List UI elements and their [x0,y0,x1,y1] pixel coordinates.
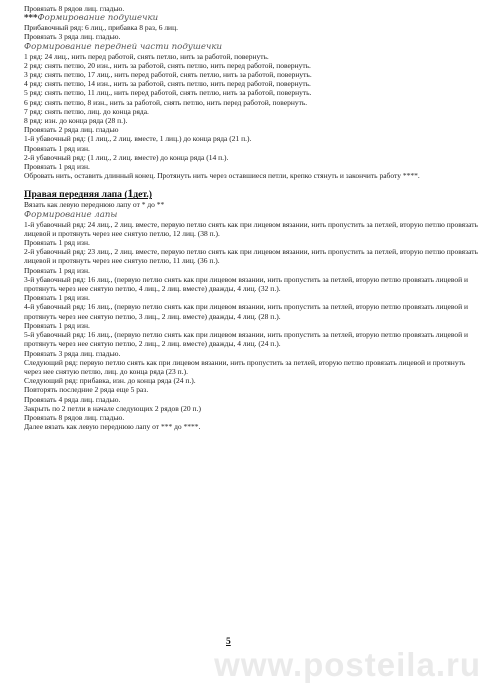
paragraph-line: 1 ряд: 24 лиц., нить перед работой, снять петлю, нить за работой, повернуть. [24,51,269,61]
paragraph-line: Далее вязать как левую переднюю лапу от *** до ****. [24,422,201,432]
paragraph-line: 3 ряд: снять петлю, 17 лиц., нить перед работой, снять петлю, нить за работой, повернуть. [24,70,312,80]
paragraph-line: Провязать 8 рядов лиц. гладью. [24,412,125,422]
paragraph-line: Провязать 8 рядов лиц. гладью. [24,4,125,13]
heading-stars: *** [24,13,38,24]
paragraph-line: Провязать 1 ряд изн. [24,320,90,330]
heading-paw-shaping: Формирование лапы [24,209,118,220]
paragraph-line: 5 ряд: снять петлю, 11 лиц., нить перед работой, снять петлю, нить за работой, повернуть. [24,88,312,98]
watermark-text: www.posteila.ru [214,646,481,683]
paragraph-line: 6 ряд: снять петлю, 8 изн., нить за работой, снять петлю, нить перед работой, повернуть. [24,97,308,107]
paragraph-line: Провязать 3 ряда лиц. гладью. [24,32,121,42]
paragraph-line: Провязать 1 ряд изн. [24,143,90,153]
paragraph-line: Провязать 1 ряд изн. [24,238,90,248]
section-title-text: Правая передняя лапа ( [24,189,128,201]
paragraph-line: Провязать 2 ряда лиц. гладью [24,125,119,135]
paragraph-line: 2-й убавочный ряд: 23 лиц., 2 лиц. вместе, первую петлю снять как при лицевом вязании, нить пропустить за петлей, вторую петлю провязать лицевой и протянуть через нее снятую петлю, 11 лиц. (36 п.). [24,247,478,266]
paragraph-line: 7 ряд: снять петлю, лиц. до конца ряда. [24,106,149,116]
paragraph-line: 1-й убавочный ряд: (1 лиц., 2 лиц. вместе, 1 лиц.) до конца ряда (21 п.). [24,134,252,144]
heading-pad-shaping-text: Формирование подушечки [37,13,159,24]
paragraph-line: Провязать 3 ряда лиц. гладью. [24,348,121,358]
paragraph-group-b [24,52,480,181]
paragraph-line: Закрыть по 2 петли в начале следующих 2 рядов (20 п.) [24,403,201,413]
section-title-count: 1 [127,188,134,201]
paragraph-line: Провязать 1 ряд изн. [24,293,90,303]
document-body [24,4,480,431]
paragraph-line: 2-й убавочный ряд: (1 лиц., 2 лиц. вместе) до конца ряда (14 п.). [24,152,229,162]
paragraph-line: 5-й убавочный ряд: 16 лиц., (первую петлю снять как при лицевом вязании, нить пропустить за петлей, вторую петлю провязать лицевой и протянуть через нее снятую петлю, 2 лиц., 2 лиц. вместе) дважды, 4 лиц. (24 п.). [24,330,469,349]
section-title-right-front-paw [24,189,480,200]
paragraph-line: Прибавочный ряд: 6 лиц., прибавка 8 раз, 6 лиц. [24,23,178,33]
paragraph-line: Повторять последние 2 ряда еще 5 раз. [24,385,149,395]
paragraph-line: 1-й убавочный ряд: 24 лиц., 2 лиц. вместе, первую петлю снять как при лицевом вязании, нить пропустить за петлей, вторую петлю провязать лицевой и протянуть через нее снятую петлю, 12 лиц. (38 п.). [24,219,478,238]
paragraph-line: Провязать 4 ряда лиц. гладью. [24,394,121,404]
section-title-rest: дет.) [133,189,152,201]
page-number: 5 [226,637,231,647]
paragraph-line: Следующий ряд: первую петлю снять как при лицевом вязании, нить пропустить за петлей, вторую петлю провязать лицевой и протянуть через нее снятую петлю, лиц. до конца ряда (23 п.). [24,357,466,376]
paragraph-line: 8 ряд: изн. до конца ряда (28 п.). [24,116,128,126]
paragraph-group-c [24,200,480,209]
heading-pad-shaping [24,13,480,23]
paragraph-line: 3-й убавочный ряд: 16 лиц., (первую петлю снять как при лицевом вязании, нить пропустить за петлей, вторую петлю провязать лицевой и протянуть через нее снятую петлю, 4 лиц., 2 лиц. вместе) дважды, 4 лиц. (32 п.). [24,274,469,294]
paragraph-line: 4 ряд: снять петлю, 14 изн., нить за работой, снять петлю, нить перед работой, повернуть. [24,79,311,89]
watermark-logo [214,639,481,685]
paragraph-line: Обровать нить, оставить длинный конец. Протянуть нить через оставшиеся петли, крепко стянуть и закончить работу ****. [24,171,420,181]
paragraph-line: Провязать 1 ряд изн. [24,265,90,275]
paragraph-line: 2 ряд: снять петлю, 20 изн., нить за работой, снять петлю, нить перед работой, повернуть. [24,60,311,70]
heading-front-pad-shaping: Формирование передней части подушечки [24,41,223,52]
paragraph-group-top [24,4,480,13]
paragraph-group-d [24,220,480,432]
paragraph-line: Провязать 1 ряд изн. [24,162,90,172]
paragraph-line: 4-й убавочный ряд: 16 лиц., (первую петлю снять как при лицевом вязании, нить пропустить за петлей, вторую петлю провязать лицевой и протянуть через нее снятую петлю, 3 лиц., 2 лиц. вместе) дважды, 4 лиц. (28 п.). [24,302,469,321]
paragraph-group-a [24,23,480,41]
paragraph-line: Следующий ряд: прибавка, изн. до конца ряда (24 п.). [24,376,196,386]
paragraph-line: Вязать как левую переднюю лапу от * до ** [24,200,165,210]
